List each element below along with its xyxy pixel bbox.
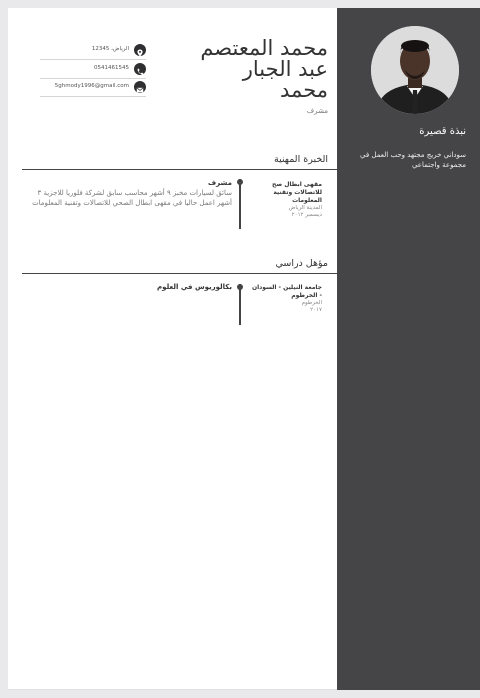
- phone-icon: [134, 63, 146, 75]
- page-footer-line: [8, 689, 337, 690]
- employer-name: مقهى ابطال صح للاتصالات وتقنية المعلومات: [272, 181, 322, 204]
- graduation-date: ٢٠١٧: [310, 307, 322, 313]
- experience-divider: [22, 169, 337, 170]
- name-line: محمد المعتصم: [200, 36, 328, 60]
- education-divider: [22, 273, 337, 274]
- contact-phone: [40, 63, 146, 79]
- job-title: مشرف: [208, 179, 232, 187]
- employment-date: ديسمبر ٢٠١٢: [291, 212, 322, 218]
- experience-timeline-dot: [237, 179, 243, 185]
- experience-section-title: الخبرة المهنية: [273, 154, 328, 165]
- education-timeline-dot: [237, 284, 243, 290]
- name-line: عبد الجبار: [242, 57, 328, 81]
- profile-photo: [371, 26, 459, 114]
- degree-title: بكالوريوس في العلوم: [157, 283, 232, 291]
- phone-text[interactable]: 0541461545: [94, 65, 129, 71]
- location-pin-icon: [134, 44, 146, 56]
- university-location: الخرطوم: [301, 300, 322, 306]
- education-entry-details: [22, 282, 232, 292]
- employer-location: المدينة الرياض: [288, 205, 322, 211]
- job-role: مشرف: [306, 107, 328, 115]
- education-entry-org: [252, 284, 322, 314]
- education-timeline: [239, 284, 241, 325]
- sidebar: [337, 8, 480, 690]
- job-description: سائق لسيارات مخبز ٩ أشهر محاسب سابق لشركة فلوريا للاجزية ٣ أشهر اعمل حاليا في مقهى ابطال الصحي للاتصالات وتقنية المعلومات: [32, 189, 232, 207]
- experience-entry-details: [22, 178, 232, 208]
- name-line: محمد: [280, 78, 328, 102]
- resume-page: [8, 8, 480, 690]
- email-icon: [134, 81, 146, 93]
- about-title: نبذة قصيرة: [419, 126, 466, 137]
- experience-entry-org: [252, 181, 322, 219]
- about-text: سوداني خريج مجتهد وحب العمل في مجموعة واجتماعي: [360, 151, 466, 169]
- portrait-image: [371, 26, 459, 114]
- university-name: جامعة النيلين - السودان - الخرطوم: [251, 284, 322, 299]
- contact-address: [40, 44, 146, 60]
- experience-timeline: [239, 179, 241, 229]
- contact-email: [40, 81, 146, 97]
- education-section-title: مؤهل دراسي: [275, 258, 328, 269]
- address-text: الرياض، 12345: [91, 46, 129, 52]
- email-text[interactable]: 5ghmody1996@gmail.com: [54, 83, 129, 89]
- full-name: [200, 38, 328, 101]
